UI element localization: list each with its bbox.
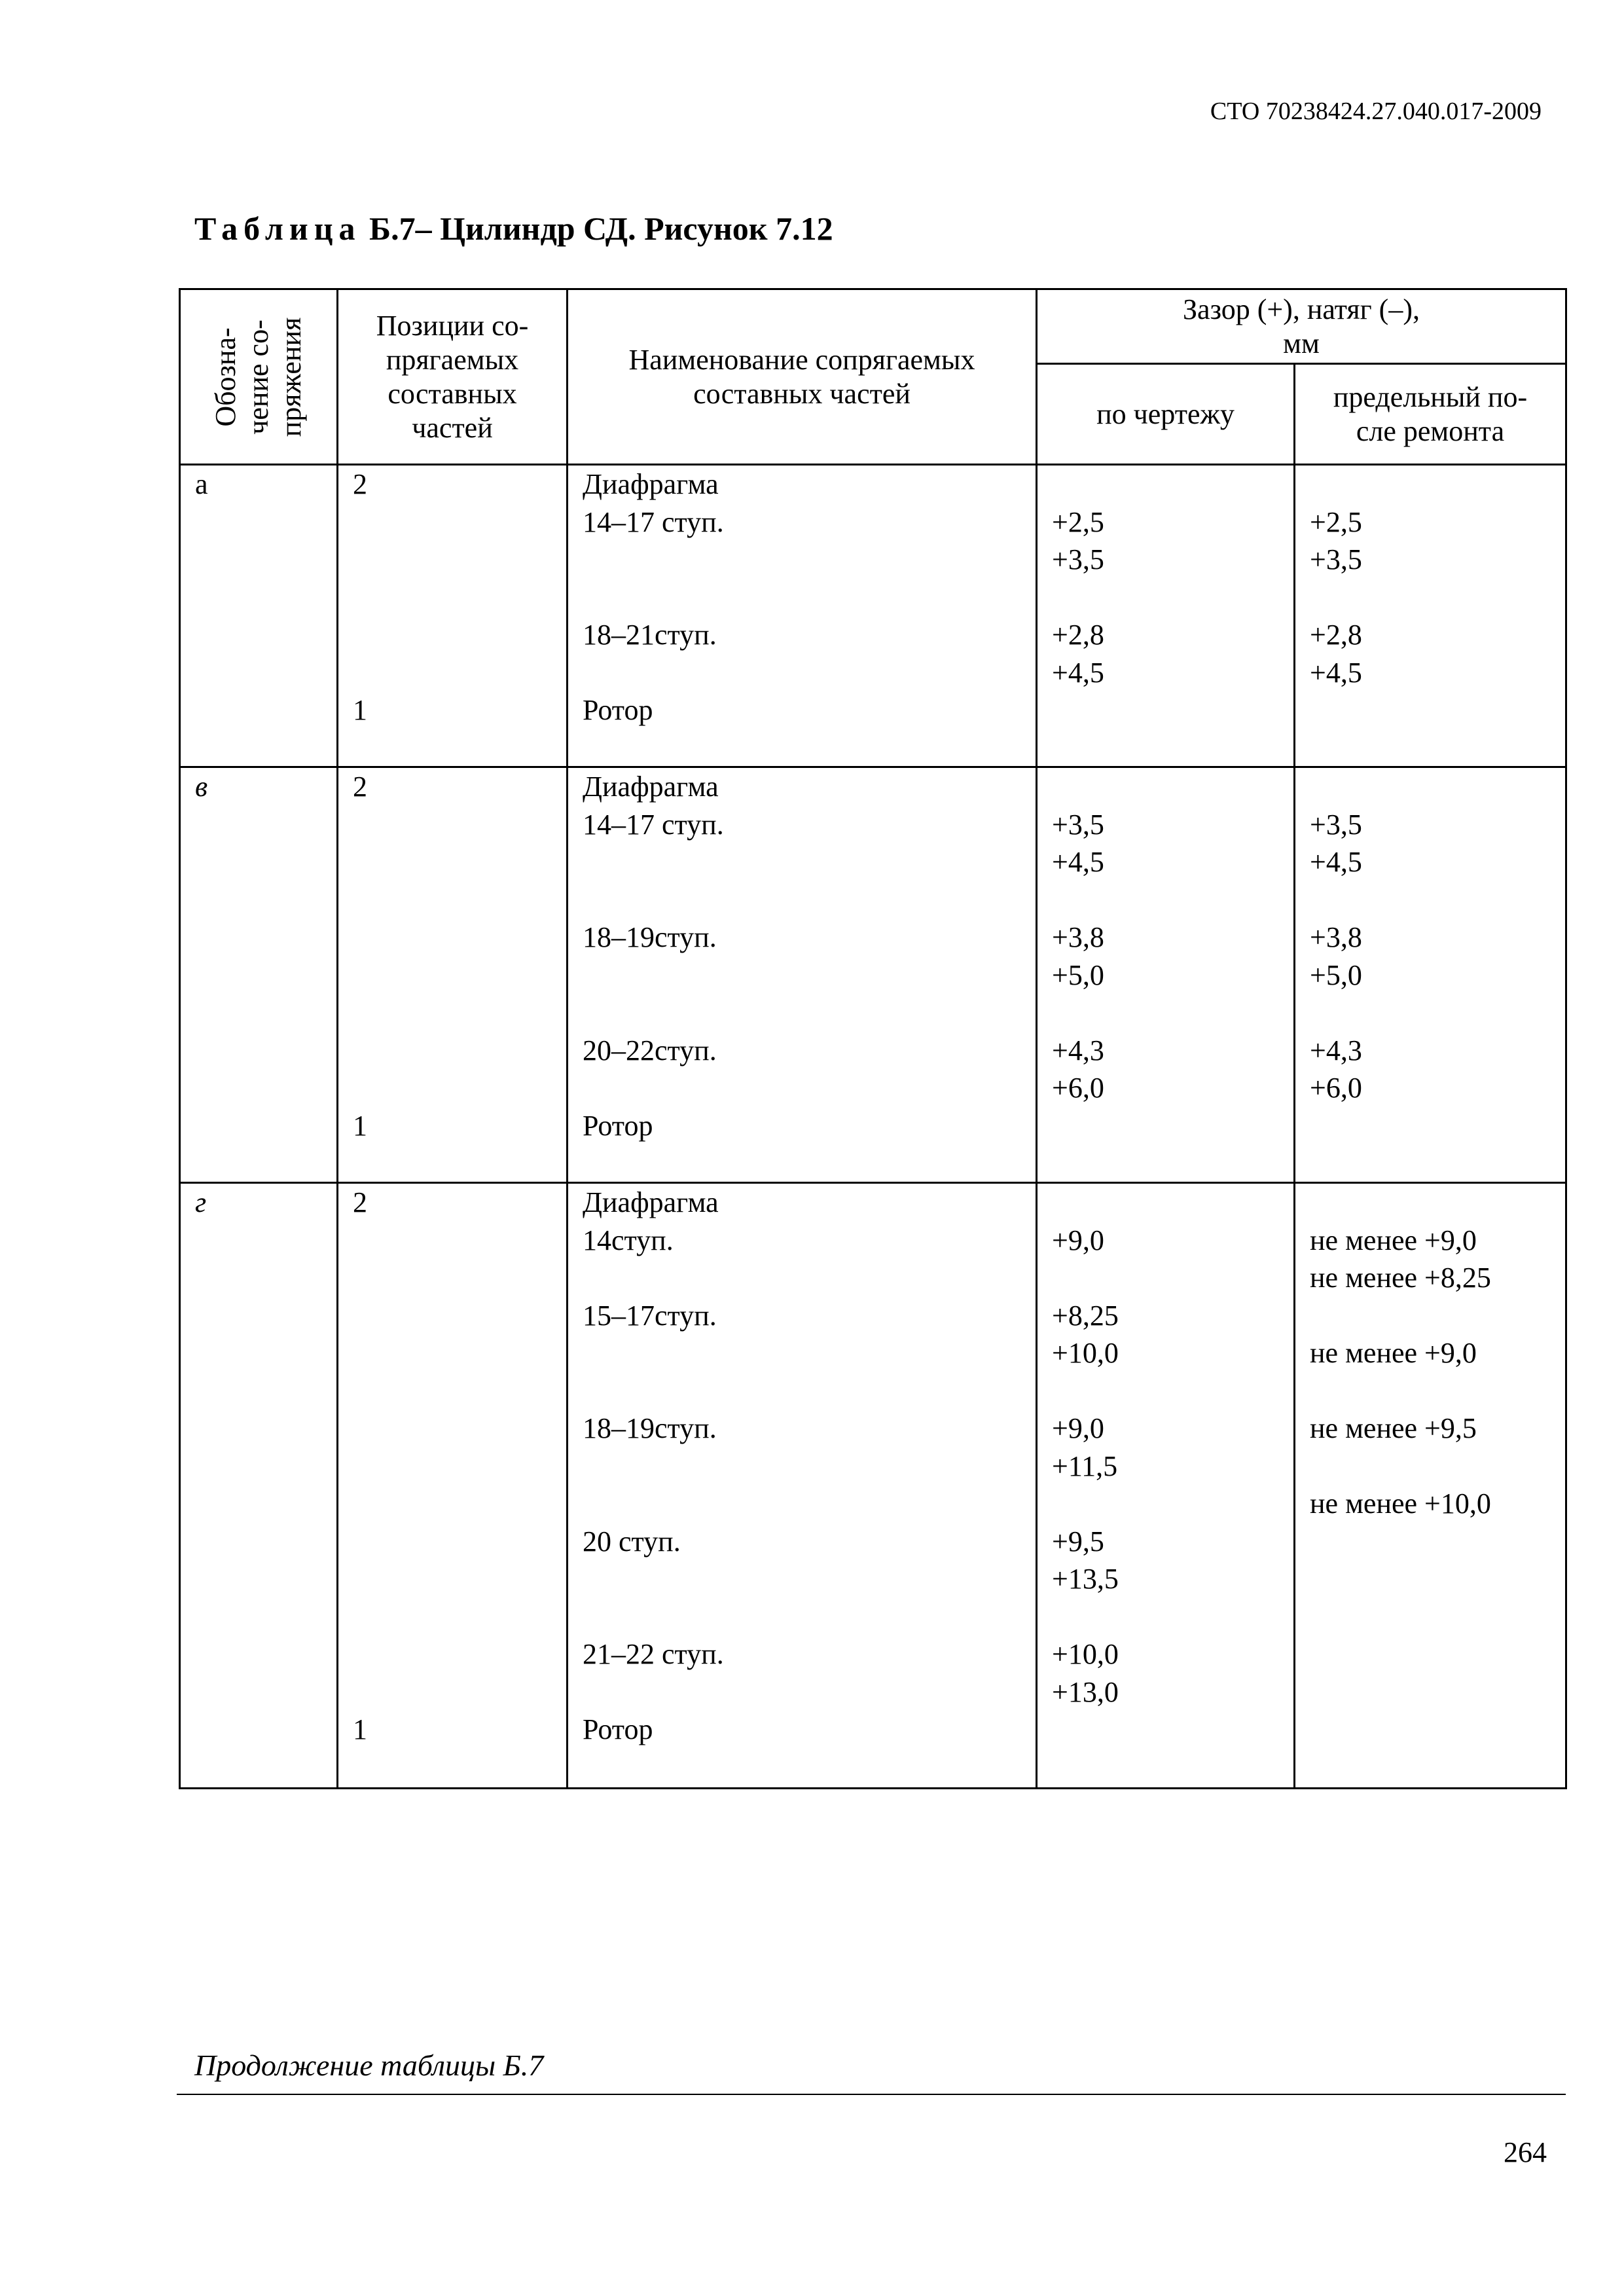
designation-cell: в (180, 767, 338, 1183)
drawing-values-cell: +2,5 +3,5 +2,8 +4,5 (1037, 465, 1295, 767)
header-designation (180, 289, 338, 465)
names-cell: Диафрагма 14–17 ступ. 18–21ступ. Ротор (568, 465, 1037, 767)
positions-cell: 2 1 (338, 1183, 568, 1789)
table-title-prefix: Таблица (194, 210, 361, 247)
table-title (194, 210, 833, 247)
limit-values-cell: +3,5 +4,5 +3,8 +5,0 +4,3 +6,0 (1295, 767, 1566, 1183)
drawing-values-cell: +3,5 +4,5 +3,8 +5,0 +4,3 +6,0 (1037, 767, 1295, 1183)
positions-cell: 2 1 (338, 465, 568, 767)
positions-cell: 2 1 (338, 767, 568, 1183)
designation-cell: г (180, 1183, 338, 1789)
drawing-values-cell: +9,0 +8,25 +10,0 +9,0 +11,5 +9,5 +13,5 +10,0 +13,0 (1037, 1183, 1295, 1789)
limit-values-cell: +2,5 +3,5 +2,8 +4,5 (1295, 465, 1566, 767)
names-cell: Диафрагма 14–17 ступ. 18–19ступ. 20–22ступ. Ротор (568, 767, 1037, 1183)
designation-cell: а (180, 465, 338, 767)
table-row (180, 1183, 1566, 1789)
header-positions: Позиции со- прягаемых составных частей (338, 289, 568, 465)
limit-values-cell: не менее +9,0 не менее +8,25 не менее +9,0 не менее +9,5 не менее +10,0 (1295, 1183, 1566, 1789)
header-limit: предельный по- сле ремонта (1295, 364, 1566, 465)
clearance-table (179, 288, 1567, 1789)
footer-divider (177, 2094, 1566, 2095)
table-title-text: Б.7– Цилиндр СД. Рисунок 7.12 (361, 210, 833, 247)
continuation-caption: Продолжение таблицы Б.7 (194, 2049, 544, 2082)
header-gap: Зазор (+), натяг (–), мм (1037, 289, 1566, 364)
page-number: 264 (1504, 2136, 1547, 2168)
table-row (180, 465, 1566, 767)
header-by-drawing: по чертежу (1037, 364, 1295, 465)
header-designation-text: Обозна- чение со- пряжения (209, 317, 307, 437)
header-name: Наименование сопрягаемых составных частей (568, 289, 1037, 465)
names-cell: Диафрагма 14ступ. 15–17ступ. 18–19ступ. 20 ступ. 21–22 ступ. Ротор (568, 1183, 1037, 1789)
table-row (180, 767, 1566, 1183)
document-code: СТО 70238424.27.040.017-2009 (1210, 98, 1542, 125)
